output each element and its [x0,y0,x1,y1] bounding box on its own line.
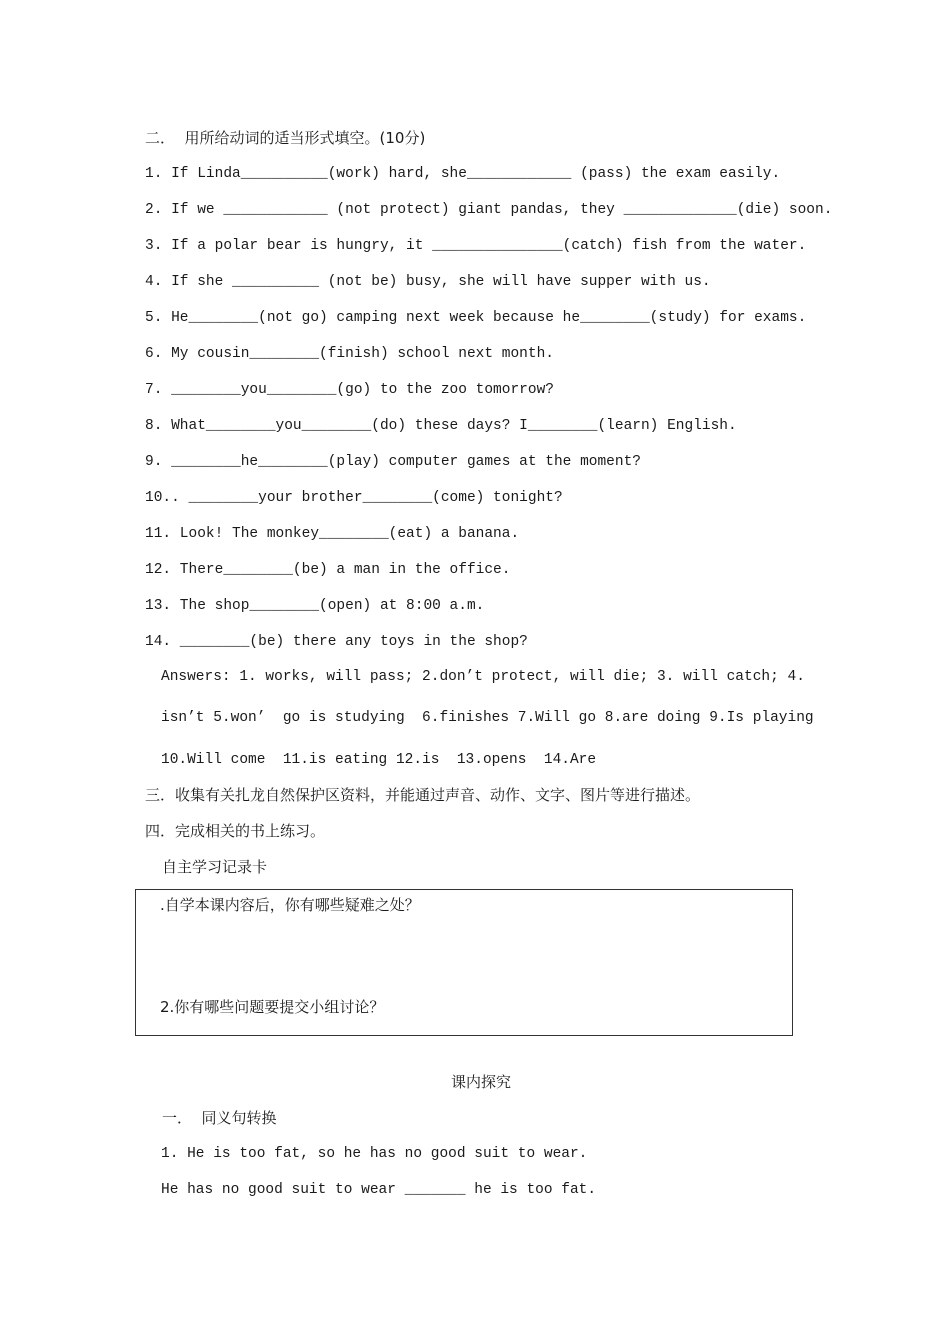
answers-line-1: Answers: 1. works, will pass; 2.don’t protect, will die; 3. will catch; 4. [161,669,805,685]
exercise-item-3: 3. If a polar bear is hungry, it _______________(catch) fish from the water. [145,238,807,254]
exercise-item-11: 11. Look! The monkey________(eat) a banana. [145,526,520,542]
section2-heading: 二． 用所给动词的适当形式填空。(10分) [145,129,426,147]
exercise-item-9: 9. ________he________(play) computer games at the moment? [145,454,641,470]
exercise-item-13: 13. The shop________(open) at 8:00 a.m. [145,598,485,614]
exercise-item-5: 5. He________(not go) camping next week because he________(study) for exams. [145,310,807,326]
record-card-box [135,889,793,1036]
exercise-item-8: 8. What________you________(do) these days? I________(learn) English. [145,418,737,434]
record-card-question-2: 2.你有哪些问题要提交小组讨论？ [160,998,385,1016]
exercise-item-6: 6. My cousin________(finish) school next month. [145,346,554,362]
section3-text: 三．收集有关扎龙自然保护区资料，并能通过声音、动作、文字、图片等进行描述。 [145,786,701,804]
inclass-title: 课内探究 [451,1073,512,1091]
inclass-section1-heading: 一． 同义句转换 [162,1109,277,1127]
exercise-item-4: 4. If she __________ (not be) busy, she will have supper with us. [145,274,711,290]
section4-text: 四．完成相关的书上练习。 [145,822,326,840]
exercise-item-14: 14. ________(be) there any toys in the shop? [145,634,528,650]
inclass-question-1: 1. He is too fat, so he has no good suit to wear. [161,1146,588,1162]
exercise-item-2: 2. If we ____________ (not protect) giant pandas, they _____________(die) soon. [145,202,833,218]
inclass-question-1-rewrite: He has no good suit to wear _______ he is too fat. [161,1182,597,1198]
answers-line-3: 10.Will come 11.is eating 12.is 13.opens 14.Are [161,752,597,768]
record-card-title: 自主学习记录卡 [162,858,268,876]
record-card-question-1: .自学本课内容后，你有哪些疑难之处？ [160,896,420,914]
exercise-item-10: 10.. ________your brother________(come) tonight? [145,490,563,506]
answers-line-2: isn’t 5.won’ go is studying 6.finishes 7.Will go 8.are doing 9.Is playing [161,710,814,726]
exercise-item-1: 1. If Linda__________(work) hard, she____________ (pass) the exam easily. [145,166,781,182]
exercise-item-12: 12. There________(be) a man in the office. [145,562,511,578]
exercise-item-7: 7. ________you________(go) to the zoo tomorrow? [145,382,554,398]
